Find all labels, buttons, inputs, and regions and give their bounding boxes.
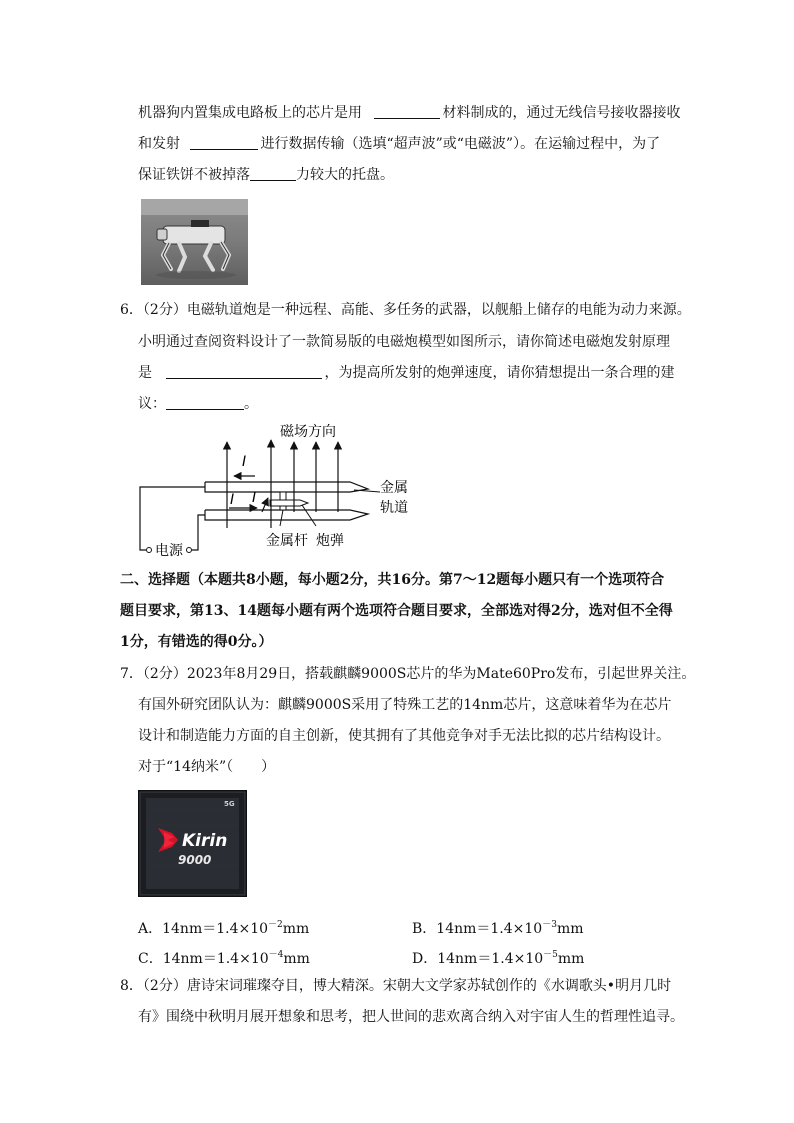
power-source-label: 电源 xyxy=(155,543,183,559)
shell-label: 炮弹 xyxy=(316,533,344,549)
answer-blank xyxy=(166,364,322,379)
q8-line-1: 8．（2分）唐诗宋词璀璨夺目，博大精深。宋朝大文学家苏轼创作的《水调歌头•明月几时 xyxy=(120,978,672,994)
field-direction-label: 磁场方向 xyxy=(280,424,336,440)
q5-text: 机器狗内置集成电路板上的芯片是用 xyxy=(138,105,362,121)
section-heading-line-1: 二、选择题（本题共8小题，每小题2分，共16分。第7～12题每小题只有一个选项符合 xyxy=(120,572,665,588)
q8-line-2: 有》围绕中秋明月展开想象和思考，把人世间的悲欢离合纳入对宇宙人生的哲理性追寻。 xyxy=(138,1009,684,1025)
option-b[interactable]: B．$14nm=1.4\times 10^{-3}mm$ xyxy=(412,920,584,937)
q5-text: 保证铁饼不被掉落 xyxy=(138,167,250,183)
kirin-chip-image xyxy=(138,790,247,897)
answer-blank xyxy=(374,104,440,119)
chip-brand: Kirin xyxy=(182,831,228,851)
q6-text: ，为提高所发射的炮弹速度，请你猜想提出一条合理的建 xyxy=(324,365,675,381)
q5-line-2 xyxy=(138,134,660,154)
q6-line-1: 6．（2分）电磁轨道炮是一种远程、高能、多任务的武器，以舰船上储存的电能为动力来源。 xyxy=(120,302,691,318)
option-d[interactable]: D．$14nm=1.4\times 10^{-5}mm$ xyxy=(412,950,585,967)
option-c[interactable]: C．$14nm=1.4\times 10^{-4}mm$ xyxy=(138,950,310,967)
q7-line-1: 7．（2分）2023年8月29日，搭载麒麟9000S芯片的华为Mate60Pro发布，引起世界关注。 xyxy=(120,666,696,682)
q5-text: 进行数据传输（选填“超声波”或“电磁波”）。在运输过程中，为了 xyxy=(260,136,661,152)
current-label: I xyxy=(230,492,235,508)
chip-5g-badge: 5G xyxy=(224,800,235,808)
section-heading-line-3: 1分，有错选的得0分。） xyxy=(120,634,273,650)
rail-label-2: 轨道 xyxy=(380,500,408,516)
q7-line-4: 对于“14纳米”（ ） xyxy=(138,759,276,775)
q5-text: 材料制成的，通过无线信号接收器接收 xyxy=(442,105,681,121)
q6-line-2: 小明通过查阅资料设计了一款简易版的电磁炮模型如图所示，请你简述电磁炮发射原理 xyxy=(138,334,670,350)
current-label: I xyxy=(252,490,257,506)
rail-label-1: 金属 xyxy=(380,480,408,496)
chip-model: 9000 xyxy=(178,853,212,867)
q6-text: 议： xyxy=(138,396,166,412)
answer-blank xyxy=(190,135,258,150)
q5-text: 和发射 xyxy=(138,136,180,152)
railgun-diagram xyxy=(130,420,430,560)
q5-text: 力较大的托盘。 xyxy=(296,167,394,183)
q5-line-1 xyxy=(138,103,680,123)
metal-rod-label: 金属杆 xyxy=(266,533,308,549)
q6-text: 是 xyxy=(138,365,152,381)
q7-line-2: 有国外研究团队认为：麒麟9000S采用了特殊工艺的14nm芯片，这意味着华为在芯片 xyxy=(138,697,672,713)
current-label: I xyxy=(242,454,247,470)
q6-line-4 xyxy=(138,394,258,414)
q5-line-3 xyxy=(138,165,394,185)
q6-line-3 xyxy=(138,363,674,383)
answer-blank xyxy=(250,166,296,181)
q6-text: 。 xyxy=(244,396,258,412)
robot-dog-photo xyxy=(141,199,248,285)
q7-line-3: 设计和制造能力方面的自主创新，使其拥有了其他竞争对手无法比拟的芯片结构设计。 xyxy=(138,728,670,744)
answer-blank xyxy=(166,395,244,410)
option-a[interactable]: A．$14nm=1.4\times 10^{-2}mm$ xyxy=(138,920,310,937)
section-heading-line-2: 题目要求，第13、14题每小题有两个选项符合题目要求，全部选对得2分，选对但不全得 xyxy=(120,603,673,619)
